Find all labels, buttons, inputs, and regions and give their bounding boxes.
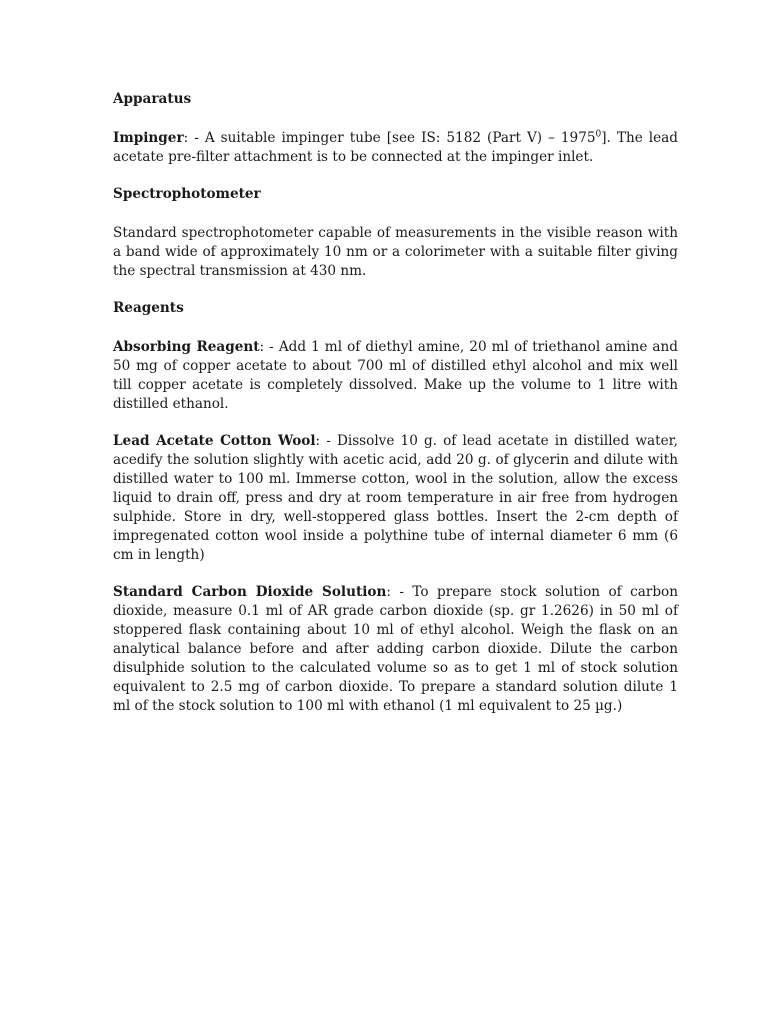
standard-co2-paragraph — [113, 583, 678, 716]
impinger-text-1: A suitable impinger tube [see IS: 5182 (Part V) – 1975 — [204, 130, 596, 146]
absorbing-reagent-separator: : - — [259, 339, 279, 355]
impinger-superscript: 0 — [595, 129, 602, 140]
lead-acetate-term: Lead Acetate Cotton Wool — [113, 433, 316, 449]
impinger-paragraph — [113, 129, 678, 167]
impinger-separator: : - — [183, 130, 205, 146]
reagents-heading: Reagents — [113, 300, 184, 316]
absorbing-reagent-term: Absorbing Reagent — [113, 339, 260, 355]
standard-co2-text: To prepare stock solution of carbon dioxide, measure 0.1 ml of AR grade carbon dioxide (sp. gr 1.2626) in 50 ml of stoppered flask containing about 10 ml of ethyl alcohol. Weigh the flask on an analytical balance before and after adding carbon dioxide. Dilute the carbon disulphide solution to the calculated volume so as to get 1 ml of stock solution equivalent to 2.5 mg of carbon dioxide. To prepare a standard solution dilute 1 ml of the stock solution to 100 ml with ethanol (1 ml equivalent to 25 µg.) — [113, 584, 678, 714]
standard-co2-term: Standard Carbon Dioxide Solution — [113, 584, 387, 600]
absorbing-reagent-paragraph — [113, 338, 678, 414]
document-page — [113, 90, 678, 716]
lead-acetate-separator: : - — [315, 433, 337, 449]
standard-co2-separator: : - — [386, 584, 413, 600]
impinger-term: Impinger — [113, 130, 184, 146]
absorbing-reagent-text: Add 1 ml of diethyl amine, 20 ml of triethanol amine and 50 mg of copper acetate to about 700 ml of distilled ethyl alcohol and mix well till copper acetate is completely dissolved. Make up the volume to 1 litre with distilled ethanol. — [113, 339, 678, 412]
lead-acetate-text: Dissolve 10 g. of lead acetate in distilled water, acedify the solution slightly with acetic acid, add 20 g. of glycerin and dilute with distilled water to 100 ml. Immerse cotton, wool in the solution, allow the excess liquid to drain off, press and dry at room temperature in air free from hydrogen sulphide. Store in dry, well-stoppered glass bottles. Insert the 2-cm depth of impregenated cotton wool inside a polythine tube of internal diameter 6 mm (6 cm in length) — [113, 433, 678, 563]
spectrophotometer-paragraph: Standard spectrophotometer capable of measurements in the visible reason with a band wide of approximately 10 nm or a colorimeter with a suitable filter giving the spectral transmission at 430 nm. — [113, 225, 678, 279]
lead-acetate-paragraph — [113, 432, 678, 565]
impinger-text-2: ]. The lead acetate pre-filter attachment is to be connected at the impinger inlet. — [113, 130, 678, 165]
apparatus-heading: Apparatus — [113, 91, 192, 107]
spectrophotometer-heading: Spectrophotometer — [113, 186, 261, 202]
